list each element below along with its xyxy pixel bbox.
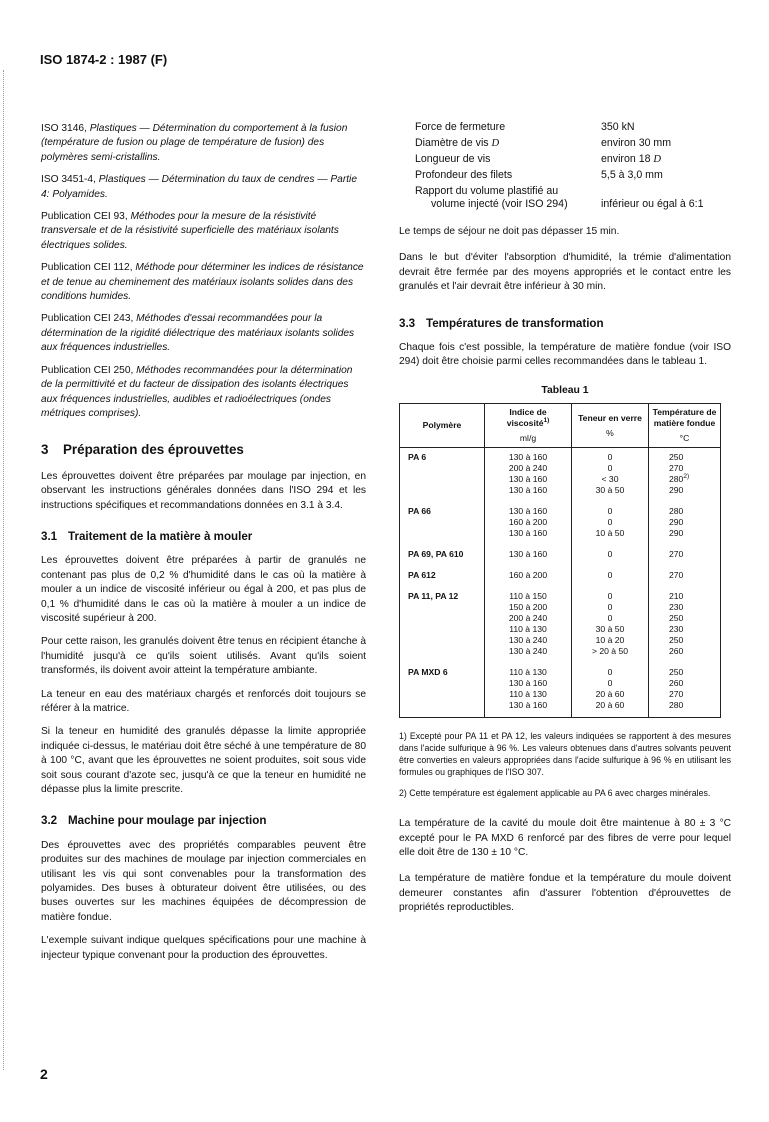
polymer-cell xyxy=(400,700,485,718)
melt-temperature-cell: 250 xyxy=(649,663,721,678)
table-row xyxy=(400,474,721,485)
footnote: 2) Cette température est également applicable au PA 6 avec charges minérales. xyxy=(399,788,711,799)
table-row xyxy=(400,502,721,517)
glass-content-cell: 30 à 50 xyxy=(572,485,649,502)
melt-temperature-cell: 290 xyxy=(649,517,721,528)
polymer-cell: PA 69, PA 610 xyxy=(400,545,485,566)
viscosity-cell: 130 à 240 xyxy=(485,646,572,663)
reference-item: Publication CEI 250, Méthodes recommandées pour la détermination de la permittivité et du facteur de dissipation des isolants électriques aux fréquences industrielles, audibles et radioélectriques (ondes métriques comprises). xyxy=(41,364,353,419)
viscosity-cell: 160 à 200 xyxy=(485,566,572,587)
viscosity-cell: 110 à 150 xyxy=(485,587,572,602)
machine-specs xyxy=(399,120,731,213)
humidity-text: Dans le but d'éviter l'absorption d'humidité, la trémie d'alimentation devrait être fermée par des moyens appropriés et le contact entre les granulés et l'air devrait être inférieur à 30 min. xyxy=(399,252,731,293)
melt-temperature-cell: 280 xyxy=(649,502,721,517)
melt-temperature-cell: 270 xyxy=(649,545,721,566)
section-3-heading: 3 Préparation des éprouvettes xyxy=(41,442,244,458)
paragraph: Les éprouvettes doivent être préparées à partir de granulés ne contenant pas plus de 0,2 % d'humidité dans le cas où la matière à mouler a un indice de viscosité inférieur ou égal à 200, et pas plus de 0,1 % d'humidité dans le cas où la matière à mouler a un indice de viscosité supérieur à 200. xyxy=(41,555,366,624)
reference-item: Publication CEI 112, Méthode pour déterminer les indices de résistance et de tenue au cheminement des matériaux isolants solides dans des conditions humides. xyxy=(41,262,364,303)
viscosity-cell: 130 à 240 xyxy=(485,635,572,646)
polymer-cell: PA 11, PA 12 xyxy=(400,587,485,602)
viscosity-cell: 130 à 160 xyxy=(485,502,572,517)
table-row xyxy=(400,689,721,700)
section-3-2-heading: 3.2 Machine pour moulage par injection xyxy=(41,814,267,828)
glass-content-cell: 0 xyxy=(572,566,649,587)
paragraph: La teneur en eau des matériaux chargés et renforcés doit toujours se référer à la matrice. xyxy=(41,688,366,714)
footnote: 1) Excepté pour PA 11 et PA 12, les valeurs indiquées se rapportent à des mesures dans l'acide sulfurique à 96 %. Les valeurs obtenues dans d'autres solvants peuvent être converties en valeurs appropriées dans l'acide sulfurique à 96 % en utilisant les formules ou graphiques de l'ISO 307. xyxy=(399,731,731,778)
glass-content-cell: 0 xyxy=(572,613,649,624)
paragraph: L'exemple suivant indique quelques spécifications pour une machine à injecteur typique convenant pour la production des éprouvettes. xyxy=(41,935,366,961)
table-row xyxy=(400,517,721,528)
glass-content-cell: 10 à 20 xyxy=(572,635,649,646)
section-3-1-heading: 3.1 Traitement de la matière à mouler xyxy=(41,529,253,543)
viscosity-cell: 150 à 200 xyxy=(485,602,572,613)
table-row xyxy=(400,545,721,566)
paragraph: La température de matière fondue et la température du moule doivent demeurer constantes afin d'assurer l'obtention d'éprouvettes de propriétés reproductibles. xyxy=(399,873,731,914)
polymer-cell xyxy=(400,602,485,613)
table-row xyxy=(400,566,721,587)
glass-content-cell: 0 xyxy=(572,517,649,528)
polymer-cell: PA 612 xyxy=(400,566,485,587)
section-3-intro: Les éprouvettes doivent être préparées par moulage par injection, en observant les instructions générales données dans l'ISO 294 et les instructions spécifiques et recommandations données en 3.1 à 3.4. xyxy=(41,470,366,511)
viscosity-cell: 130 à 160 xyxy=(485,485,572,502)
melt-temperature-cell: 210 xyxy=(649,587,721,602)
table-row xyxy=(400,485,721,502)
polymer-cell xyxy=(400,474,485,485)
spec-row: Diamètre de vis D environ 30 mm xyxy=(415,137,672,149)
spec-row: Force de fermeture 350 kN xyxy=(415,121,635,133)
table-row xyxy=(400,613,721,624)
viscosity-cell: 110 à 130 xyxy=(485,689,572,700)
left-column xyxy=(41,122,366,972)
polymer-cell: PA 66 xyxy=(400,502,485,517)
viscosity-cell: 130 à 160 xyxy=(485,474,572,485)
polymer-cell: PA MXD 6 xyxy=(400,663,485,678)
viscosity-cell: 130 à 160 xyxy=(485,448,572,464)
reference-item: Publication CEI 93, Méthodes pour la mesure de la résistivité transversale et de la résistivité superficielle des matériaux isolants électriques solides. xyxy=(41,211,339,251)
table-caption: Tableau 1 xyxy=(541,384,589,396)
glass-content-cell: 0 xyxy=(572,545,649,566)
paragraph: Si la teneur en humidité des granulés dépasse la limite appropriée indiquée ci-dessus, le matériau doit être séché à une température de 80 à 100 °C, avant que les éprouvettes ne soient produites, soit sous vide soit sous courant d'azote sec, jusqu'à ce que la teneur en humidité ne dépasse plus la limite prescrite. xyxy=(41,726,366,796)
glass-content-cell: 10 à 50 xyxy=(572,528,649,545)
melt-temperature-cell: 250 xyxy=(649,613,721,624)
melt-temperature-cell: 270 xyxy=(649,463,721,474)
table-row xyxy=(400,663,721,678)
polymer-cell xyxy=(400,646,485,663)
reference-item: ISO 3146, Plastiques — Détermination du comportement à la fusion (température de fusion ou plage de température de fusion) des polymères semi-cristallins. xyxy=(41,123,348,163)
melt-temperature-cell: 280 xyxy=(649,700,721,718)
melt-temperature-cell: 260 xyxy=(649,646,721,663)
glass-content-cell: 0 xyxy=(572,678,649,689)
viscosity-cell: 130 à 160 xyxy=(485,528,572,545)
table-row xyxy=(400,602,721,613)
polymer-cell xyxy=(400,613,485,624)
table-row xyxy=(400,528,721,545)
glass-content-cell: 20 à 60 xyxy=(572,700,649,718)
viscosity-cell: 160 à 200 xyxy=(485,517,572,528)
table-row xyxy=(400,700,721,718)
spec-row: Rapport du volume plastifié au volume injecté (voir ISO 294) inférieur ou égal à 6:1 xyxy=(415,185,704,210)
melt-temperature-cell: 280$^{2)}$ xyxy=(649,474,721,485)
glass-content-cell: 0 xyxy=(572,602,649,613)
column-header: Polymère xyxy=(400,404,485,448)
polymer-cell xyxy=(400,528,485,545)
melt-temperature-cell: 270 xyxy=(649,689,721,700)
table-row xyxy=(400,678,721,689)
table-row xyxy=(400,635,721,646)
viscosity-cell: 200 à 240 xyxy=(485,613,572,624)
glass-content-cell: < 30 xyxy=(572,474,649,485)
glass-content-cell: 0 xyxy=(572,463,649,474)
melt-temperature-cell: 250 xyxy=(649,635,721,646)
polymer-cell xyxy=(400,463,485,474)
viscosity-cell: 130 à 160 xyxy=(485,545,572,566)
column-header: Indice de viscosité$^{1)}$ ml/g xyxy=(485,404,572,448)
melt-temperature-cell: 270 xyxy=(649,566,721,587)
reference-item: ISO 3451-4, Plastiques — Détermination du taux de cendres — Partie 4: Polyamides. xyxy=(41,174,357,200)
melt-temperature-cell: 260 xyxy=(649,678,721,689)
section-3-3-heading: 3.3 Températures de transformation xyxy=(399,316,604,330)
polymer-cell xyxy=(400,624,485,635)
table-row xyxy=(400,646,721,663)
section-3-3-intro: Chaque fois c'est possible, la température de matière fondue (voir ISO 294) doit être choisie parmi celles recommandées dans le tableau 1. xyxy=(399,342,731,368)
scan-edge-divider xyxy=(3,70,5,1070)
glass-content-cell: 20 à 60 xyxy=(572,689,649,700)
polymer-cell xyxy=(400,517,485,528)
table-row xyxy=(400,624,721,635)
column-header: Teneur en verre % xyxy=(572,404,649,448)
column-header: Température de matière fondue °C xyxy=(649,404,721,448)
glass-content-cell: 30 à 50 xyxy=(572,624,649,635)
viscosity-cell: 110 à 130 xyxy=(485,663,572,678)
viscosity-cell: 200 à 240 xyxy=(485,463,572,474)
right-column xyxy=(399,122,731,925)
viscosity-cell: 110 à 130 xyxy=(485,624,572,635)
viscosity-cell: 130 à 160 xyxy=(485,700,572,718)
page-number: 2 xyxy=(40,1066,48,1082)
residence-time-text: Le temps de séjour ne doit pas dépasser 15 min. xyxy=(399,226,620,237)
paragraph: Des éprouvettes avec des propriétés comparables peuvent être produites sur des machines de moulage par injection commerciales en utilisant les vis qui sont convenables pour la transformation des polyamides. Des buses à obturateur doivent être utilisées, ou des buses ouvertes sur les machines équipées de décompression de matière fondue. xyxy=(41,839,366,923)
spec-row: Longueur de vis environ 18 D xyxy=(415,153,662,165)
reference-item: Publication CEI 243, Méthodes d'essai recommandées pour la détermination de la rigidité diélectrique des matériaux isolants solides aux fréquences industrielles. xyxy=(41,313,355,354)
polymer-cell xyxy=(400,635,485,646)
polymer-cell xyxy=(400,485,485,502)
table-row xyxy=(400,587,721,602)
table-row xyxy=(400,463,721,474)
table-row xyxy=(400,448,721,464)
polymer-cell xyxy=(400,678,485,689)
melt-temperature-cell: 250 xyxy=(649,448,721,464)
polymer-cell: PA 6 xyxy=(400,448,485,464)
glass-content-cell: > 20 à 50 xyxy=(572,646,649,663)
viscosity-cell: 130 à 160 xyxy=(485,678,572,689)
glass-content-cell: 0 xyxy=(572,448,649,464)
melt-temperature-cell: 230 xyxy=(649,624,721,635)
polymer-cell xyxy=(400,689,485,700)
paragraph: Pour cette raison, les granulés doivent être tenus en récipient étanche à l'humidité jusqu'à ce qu'ils soient utilisés. Avant qu'ils soient transformés, ils doivent avoir atteint la température ambiante. xyxy=(41,636,366,677)
glass-content-cell: 0 xyxy=(572,502,649,517)
spec-row: Profondeur des filets 5,5 à 3,0 mm xyxy=(415,169,663,181)
melt-temperature-cell: 230 xyxy=(649,602,721,613)
paragraph: La température de la cavité du moule doit être maintenue à 80 ± 3 °C excepté pour le PA MXD 6 renforcé par des fibres de verre pour lequel elle doit être de 130 ± 10 °C. xyxy=(399,818,731,859)
melt-temperature-cell: 290 xyxy=(649,528,721,545)
glass-content-cell: 0 xyxy=(572,587,649,602)
glass-content-cell: 0 xyxy=(572,663,649,678)
reference-list xyxy=(41,122,366,421)
melt-temperature-cell: 290 xyxy=(649,485,721,502)
document-header: ISO 1874-2 : 1987 (F) xyxy=(40,52,168,67)
processing-temperature-table xyxy=(399,403,721,718)
